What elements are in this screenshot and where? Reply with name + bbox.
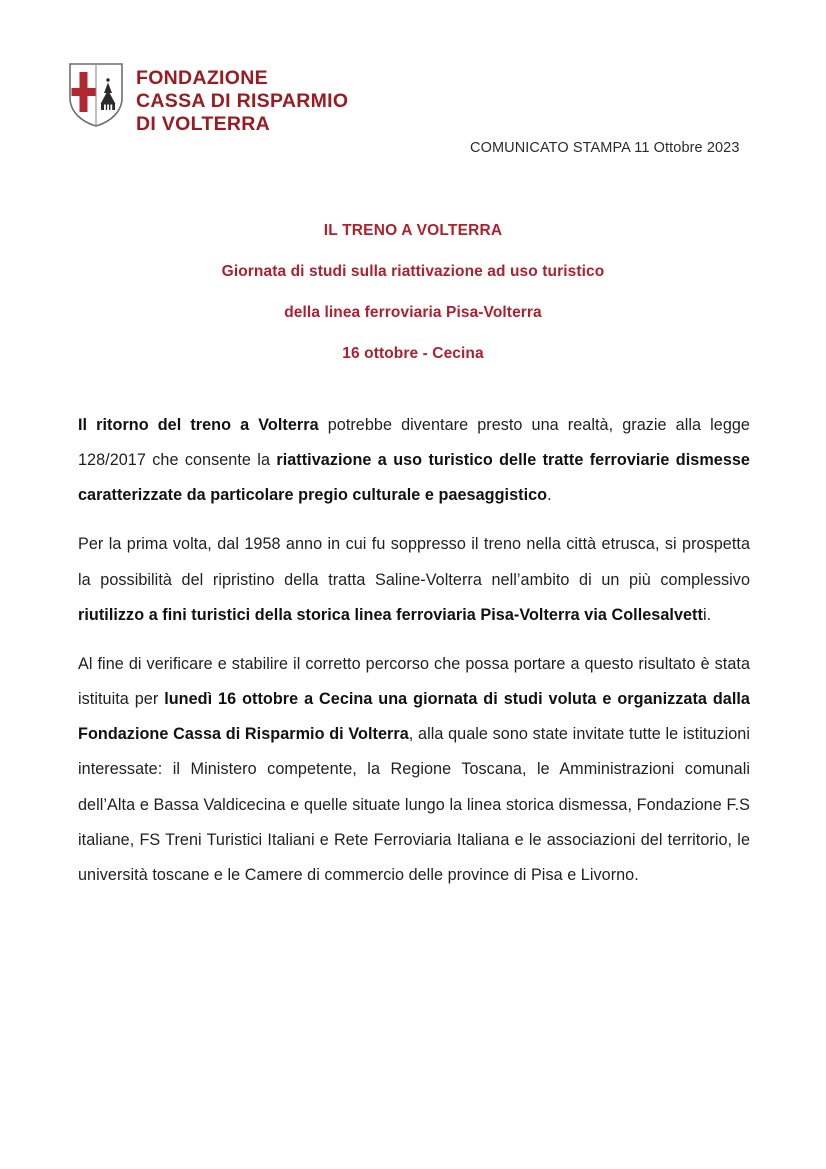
document-title: IL TRENO A VOLTERRA [323,222,503,239]
text-run: Per la prima volta, dal 1958 anno in cui fu soppresso il treno nella città etrusca, si prospetta la possibilità del ripristino della tratta Saline-Volterra nell’ambito di un più complessivo [78,535,750,589]
volterra-coat-of-arms-shield-icon [68,62,124,128]
body-paragraph [78,527,750,632]
text-run: potrebbe diventare presto una realtà, grazie alla legge 128/2017 che consente la [78,416,750,470]
emphasis-run: riattivazione a uso turistico delle tratte ferroviarie dismesse caratterizzate da particolare pregio culturale e paesaggistico [78,451,750,505]
text-run: Al fine di verificare e stabilire il corretto percorso che possa portare a questo risultato è stata istituita per [78,654,750,709]
press-release-dateline: COMUNICATO STAMPA 11 Ottobre 2023 [470,140,740,156]
title-block [0,222,826,363]
text-run: . [547,486,552,505]
text-run: , alla quale sono state invitate tutte le istituzioni interessate: il Ministero competente, la Regione Toscana, le Amministrazioni comunali dell’Alta e Bassa Valdicecina e quelle situate lungo la linea storica dismessa, Fondazione F.S italiane, FS Treni Turistici Italiani e Rete Ferroviaria Italiana e le associazioni del territorio, le università toscane e le Camere di commercio delle province di Pisa e Livorno. [78,725,750,884]
org-name-line-1: FONDAZIONE [136,67,268,89]
document-subtitle-line-3: 16 ottobre - Cecina [342,345,484,362]
emphasis-run: Il ritorno del treno a Volterra [78,416,319,434]
body-paragraph [78,647,750,893]
org-name-line-2: CASSA DI RISPARMIO [136,89,349,112]
document-subtitle-line-2: della linea ferroviaria Pisa-Volterra [284,304,542,321]
emphasis-run: lunedì 16 ottobre a Cecina una giornata di studi voluta e organizzata dalla Fondazione Cassa di Risparmio di Volterra [78,690,750,744]
emphasis-run: riutilizzo a fini turistici della storica linea ferroviaria Pisa-Volterra via Collesalvett [78,605,703,624]
body-copy [78,408,750,893]
text-run: i. [702,605,712,624]
org-name-line-3: DI VOLTERRA [136,112,271,135]
body-paragraph [78,408,750,513]
document-subtitle-line-1: Giornata di studi sulla riattivazione ad uso turistico [221,263,605,280]
organization-name [136,62,348,135]
letterhead [68,62,348,135]
